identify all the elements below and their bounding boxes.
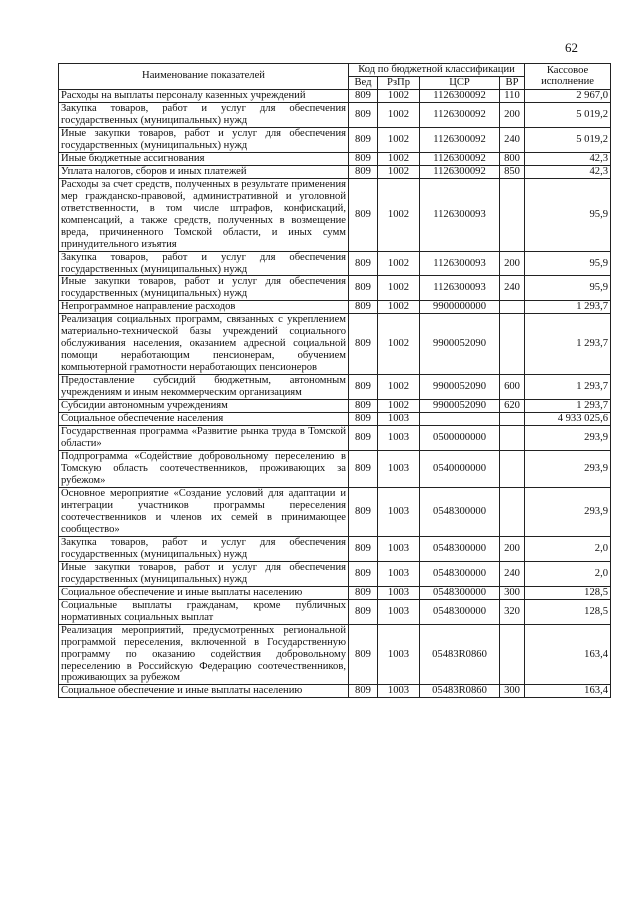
cell-name: Иные закупки товаров, работ и услуг для обеспечения государственных (муниципальных) нужд bbox=[59, 276, 349, 301]
cell-vr: 200 bbox=[500, 536, 525, 561]
cell-amount: 4 933 025,6 bbox=[525, 413, 611, 426]
cell-ved: 809 bbox=[349, 561, 378, 586]
cell-csr: 9900052090 bbox=[420, 400, 500, 413]
table-row bbox=[59, 426, 611, 451]
cell-csr: 05483R0860 bbox=[420, 624, 500, 685]
cell-rzpr: 1002 bbox=[378, 127, 420, 152]
table-row bbox=[59, 251, 611, 276]
cell-vr: 620 bbox=[500, 400, 525, 413]
cell-ved: 809 bbox=[349, 586, 378, 599]
cell-amount: 128,5 bbox=[525, 586, 611, 599]
cell-ved: 809 bbox=[349, 413, 378, 426]
cell-ved: 809 bbox=[349, 451, 378, 488]
cell-rzpr: 1002 bbox=[378, 400, 420, 413]
cell-ved: 809 bbox=[349, 685, 378, 698]
header-ved: Вед bbox=[349, 76, 378, 89]
cell-rzpr: 1002 bbox=[378, 314, 420, 375]
cell-ved: 809 bbox=[349, 251, 378, 276]
cell-vr: 200 bbox=[500, 102, 525, 127]
cell-vr: 110 bbox=[500, 89, 525, 102]
cell-vr: 240 bbox=[500, 276, 525, 301]
table-row bbox=[59, 413, 611, 426]
cell-rzpr: 1003 bbox=[378, 426, 420, 451]
cell-ved: 809 bbox=[349, 102, 378, 127]
cell-vr: 850 bbox=[500, 165, 525, 178]
cell-name: Расходы на выплаты персоналу казенных учреждений bbox=[59, 89, 349, 102]
cell-rzpr: 1002 bbox=[378, 178, 420, 251]
cell-amount: 95,9 bbox=[525, 276, 611, 301]
cell-ved: 809 bbox=[349, 152, 378, 165]
table-row bbox=[59, 127, 611, 152]
header-code-group: Код по бюджетной классификации bbox=[349, 64, 525, 77]
cell-name: Социальное обеспечение населения bbox=[59, 413, 349, 426]
table-row bbox=[59, 599, 611, 624]
table-row bbox=[59, 561, 611, 586]
cell-rzpr: 1003 bbox=[378, 451, 420, 488]
cell-rzpr: 1002 bbox=[378, 301, 420, 314]
table-row bbox=[59, 487, 611, 536]
table-row bbox=[59, 400, 611, 413]
table-body bbox=[59, 89, 611, 697]
cell-name: Предоставление субсидий бюджетным, автономным учреждениям и иным некоммерческим организациям bbox=[59, 375, 349, 400]
cell-name: Иные бюджетные ассигнования bbox=[59, 152, 349, 165]
cell-rzpr: 1003 bbox=[378, 624, 420, 685]
cell-name: Социальное обеспечение и иные выплаты населению bbox=[59, 685, 349, 698]
cell-csr: 9900000000 bbox=[420, 301, 500, 314]
cell-amount: 1 293,7 bbox=[525, 301, 611, 314]
cell-csr: 9900052090 bbox=[420, 314, 500, 375]
cell-rzpr: 1002 bbox=[378, 165, 420, 178]
cell-name: Подпрограмма «Содействие добровольному переселению в Томскую область соотечественников, проживающих за рубежом» bbox=[59, 451, 349, 488]
cell-csr: 1126300092 bbox=[420, 152, 500, 165]
cell-rzpr: 1002 bbox=[378, 89, 420, 102]
header-rzpr: РзПр bbox=[378, 76, 420, 89]
table-row bbox=[59, 276, 611, 301]
cell-ved: 809 bbox=[349, 426, 378, 451]
table-row bbox=[59, 624, 611, 685]
cell-rzpr: 1002 bbox=[378, 102, 420, 127]
cell-vr: 600 bbox=[500, 375, 525, 400]
cell-rzpr: 1002 bbox=[378, 276, 420, 301]
cell-amount: 163,4 bbox=[525, 624, 611, 685]
cell-name: Реализация мероприятий, предусмотренных региональной программой переселения, включенной в Государственную программу по оказанию содействия добровольному переселению в Российскую Федерацию соотечественников, проживающих за рубежом bbox=[59, 624, 349, 685]
cell-vr: 200 bbox=[500, 251, 525, 276]
cell-amount: 95,9 bbox=[525, 251, 611, 276]
cell-rzpr: 1003 bbox=[378, 536, 420, 561]
header-execution: Кассовое исполнение bbox=[525, 64, 611, 90]
cell-csr: 0548300000 bbox=[420, 536, 500, 561]
cell-amount: 2,0 bbox=[525, 561, 611, 586]
cell-amount: 2 967,0 bbox=[525, 89, 611, 102]
cell-ved: 809 bbox=[349, 536, 378, 561]
cell-ved: 809 bbox=[349, 127, 378, 152]
table-row bbox=[59, 451, 611, 488]
cell-rzpr: 1002 bbox=[378, 375, 420, 400]
table-row bbox=[59, 536, 611, 561]
cell-vr bbox=[500, 451, 525, 488]
cell-ved: 809 bbox=[349, 599, 378, 624]
cell-amount: 1 293,7 bbox=[525, 400, 611, 413]
cell-csr: 1126300092 bbox=[420, 127, 500, 152]
cell-csr: 0548300000 bbox=[420, 599, 500, 624]
table-row bbox=[59, 375, 611, 400]
cell-name: Субсидии автономным учреждениям bbox=[59, 400, 349, 413]
cell-ved: 809 bbox=[349, 165, 378, 178]
table-row bbox=[59, 314, 611, 375]
cell-csr: 1126300093 bbox=[420, 178, 500, 251]
cell-ved: 809 bbox=[349, 624, 378, 685]
cell-name: Уплата налогов, сборов и иных платежей bbox=[59, 165, 349, 178]
cell-name: Основное мероприятие «Создание условий для адаптации и интеграции участников программы переселения соотечественников и членов их семей в принимающее сообщество» bbox=[59, 487, 349, 536]
cell-amount: 163,4 bbox=[525, 685, 611, 698]
cell-ved: 809 bbox=[349, 400, 378, 413]
table-row bbox=[59, 89, 611, 102]
cell-rzpr: 1003 bbox=[378, 413, 420, 426]
cell-name: Государственная программа «Развитие рынка труда в Томской области» bbox=[59, 426, 349, 451]
cell-name: Реализация социальных программ, связанных с укреплением материально-технической базы учреждений социального обслуживания населения, оказанием адресной социальной помощи неработающим пенсионерам, обучением компьютерной грамотности неработающих пенсионеров bbox=[59, 314, 349, 375]
cell-amount: 1 293,7 bbox=[525, 375, 611, 400]
cell-ved: 809 bbox=[349, 487, 378, 536]
cell-vr bbox=[500, 487, 525, 536]
table-row bbox=[59, 685, 611, 698]
cell-amount: 42,3 bbox=[525, 165, 611, 178]
cell-rzpr: 1002 bbox=[378, 152, 420, 165]
cell-name: Закупка товаров, работ и услуг для обеспечения государственных (муниципальных) нужд bbox=[59, 536, 349, 561]
cell-amount: 42,3 bbox=[525, 152, 611, 165]
cell-vr bbox=[500, 178, 525, 251]
cell-rzpr: 1002 bbox=[378, 251, 420, 276]
cell-amount: 95,9 bbox=[525, 178, 611, 251]
cell-amount: 293,9 bbox=[525, 426, 611, 451]
cell-csr: 0548300000 bbox=[420, 487, 500, 536]
cell-vr: 300 bbox=[500, 586, 525, 599]
header-vr: ВР bbox=[500, 76, 525, 89]
cell-csr: 0548300000 bbox=[420, 586, 500, 599]
cell-amount: 293,9 bbox=[525, 487, 611, 536]
cell-name: Социальные выплаты гражданам, кроме публичных нормативных социальных выплат bbox=[59, 599, 349, 624]
cell-amount: 5 019,2 bbox=[525, 102, 611, 127]
cell-amount: 293,9 bbox=[525, 451, 611, 488]
cell-csr: 1126300093 bbox=[420, 251, 500, 276]
cell-csr: 1126300092 bbox=[420, 89, 500, 102]
cell-vr: 320 bbox=[500, 599, 525, 624]
cell-vr bbox=[500, 426, 525, 451]
cell-rzpr: 1003 bbox=[378, 586, 420, 599]
cell-ved: 809 bbox=[349, 314, 378, 375]
cell-rzpr: 1003 bbox=[378, 599, 420, 624]
cell-name: Расходы за счет средств, полученных в результате применения мер гражданско-правовой, административной и уголовной ответственности, в том числе штрафов, конфискаций, компенсаций, а также средств, полученных в возмещение вреда, причиненного Томской области, и иных сумм принудительного изъятия bbox=[59, 178, 349, 251]
cell-rzpr: 1003 bbox=[378, 561, 420, 586]
table-row bbox=[59, 152, 611, 165]
cell-amount: 5 019,2 bbox=[525, 127, 611, 152]
cell-vr: 800 bbox=[500, 152, 525, 165]
cell-csr: 1126300093 bbox=[420, 276, 500, 301]
cell-ved: 809 bbox=[349, 375, 378, 400]
cell-rzpr: 1003 bbox=[378, 685, 420, 698]
cell-csr: 0500000000 bbox=[420, 426, 500, 451]
cell-csr bbox=[420, 413, 500, 426]
table-row bbox=[59, 178, 611, 251]
page-number: 62 bbox=[565, 40, 578, 55]
table-row bbox=[59, 102, 611, 127]
cell-vr: 300 bbox=[500, 685, 525, 698]
cell-name: Закупка товаров, работ и услуг для обеспечения государственных (муниципальных) нужд bbox=[59, 251, 349, 276]
cell-ved: 809 bbox=[349, 89, 378, 102]
cell-name: Иные закупки товаров, работ и услуг для обеспечения государственных (муниципальных) нужд bbox=[59, 561, 349, 586]
table-row bbox=[59, 165, 611, 178]
budget-table bbox=[58, 63, 611, 698]
cell-vr bbox=[500, 413, 525, 426]
cell-vr bbox=[500, 314, 525, 375]
cell-csr: 1126300092 bbox=[420, 165, 500, 178]
cell-rzpr: 1003 bbox=[378, 487, 420, 536]
header-csr: ЦСР bbox=[420, 76, 500, 89]
cell-amount: 128,5 bbox=[525, 599, 611, 624]
cell-amount: 1 293,7 bbox=[525, 314, 611, 375]
cell-amount: 2,0 bbox=[525, 536, 611, 561]
cell-csr: 05483R0860 bbox=[420, 685, 500, 698]
table-row bbox=[59, 301, 611, 314]
cell-name: Социальное обеспечение и иные выплаты населению bbox=[59, 586, 349, 599]
cell-csr: 0548300000 bbox=[420, 561, 500, 586]
cell-ved: 809 bbox=[349, 276, 378, 301]
cell-vr bbox=[500, 624, 525, 685]
cell-csr: 1126300092 bbox=[420, 102, 500, 127]
cell-ved: 809 bbox=[349, 301, 378, 314]
cell-vr: 240 bbox=[500, 127, 525, 152]
cell-ved: 809 bbox=[349, 178, 378, 251]
cell-csr: 9900052090 bbox=[420, 375, 500, 400]
cell-vr: 240 bbox=[500, 561, 525, 586]
cell-name: Закупка товаров, работ и услуг для обеспечения государственных (муниципальных) нужд bbox=[59, 102, 349, 127]
cell-name: Непрограммное направление расходов bbox=[59, 301, 349, 314]
cell-name: Иные закупки товаров, работ и услуг для обеспечения государственных (муниципальных) нужд bbox=[59, 127, 349, 152]
table-row bbox=[59, 586, 611, 599]
cell-csr: 0540000000 bbox=[420, 451, 500, 488]
table-header bbox=[59, 64, 611, 90]
cell-vr bbox=[500, 301, 525, 314]
header-name: Наименование показателей bbox=[59, 64, 349, 90]
